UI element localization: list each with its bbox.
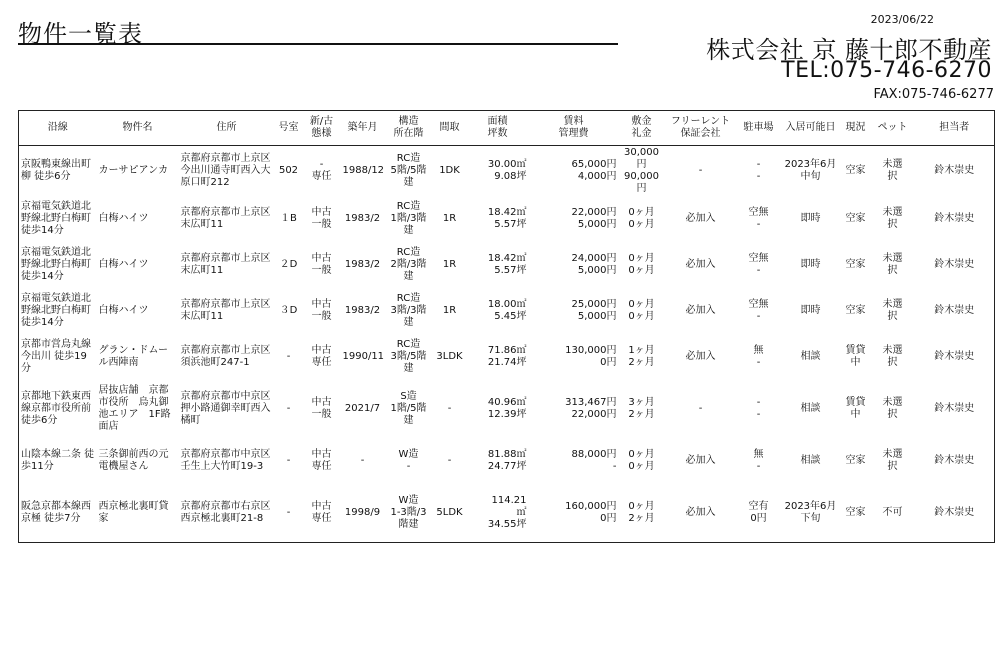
cell-layout: - — [447, 403, 452, 414]
col-header-status: 現況 — [841, 111, 871, 146]
table-header-row — [19, 111, 995, 146]
cell-rent: 65,000円 4,000円 — [571, 159, 617, 182]
col-header-rent: 賃料 管理費 — [529, 111, 619, 146]
cell-type: 中古 一般 — [311, 253, 332, 276]
cell-area: 30.00㎡ 9.08坪 — [487, 159, 527, 182]
cell-type: 中古 一般 — [311, 207, 332, 230]
col-header-layout: 間取 — [433, 111, 467, 146]
cell-rent: 160,000円 0円 — [565, 501, 617, 524]
cell-address: 京都府京都市上京区須浜池町247-1 — [180, 345, 271, 368]
cell-layout: 1R — [442, 259, 457, 270]
col-header-freerent: フリーレント 保証会社 — [665, 111, 737, 146]
cell-movein: 即時 — [800, 213, 821, 224]
cell-pet: 不可 — [882, 507, 903, 518]
cell-status: 空家 — [845, 165, 866, 176]
cell-area: 81.88㎡ 24.77坪 — [487, 449, 527, 472]
table-row — [19, 438, 995, 484]
cell-structure: W造 - — [398, 449, 419, 472]
cell-staff: 鈴木崇史 — [934, 259, 975, 270]
phone-number: TEL:075-746-6270 — [781, 58, 992, 83]
cell-staff: 鈴木崇史 — [934, 351, 975, 362]
table-row — [19, 288, 995, 334]
cell-freerent: 必加入 — [685, 305, 716, 316]
col-header-movein: 入居可能日 — [781, 111, 841, 146]
cell-rent: 25,000円 5,000円 — [571, 299, 617, 322]
cell-rent: 22,000円 5,000円 — [571, 207, 617, 230]
col-header-address: 住所 — [179, 111, 275, 146]
cell-parking: - - — [756, 159, 761, 182]
cell-movein: 2023年6月 下旬 — [784, 501, 837, 524]
cell-movein: 2023年6月 中旬 — [784, 159, 837, 182]
cell-freerent: 必加入 — [685, 507, 716, 518]
cell-room: １B — [280, 213, 297, 224]
document-date: 2023/06/22 — [870, 13, 934, 26]
cell-pet: 未選 択 — [882, 159, 903, 182]
cell-staff: 鈴木崇史 — [934, 455, 975, 466]
cell-built: - — [360, 455, 365, 466]
cell-pet: 未選 択 — [882, 299, 903, 322]
cell-parking: 無 - — [753, 345, 764, 368]
cell-built: 1990/11 — [342, 351, 385, 362]
cell-pet: 未選 択 — [882, 207, 903, 230]
col-header-staff: 担当者 — [915, 111, 995, 146]
cell-rent: 88,000円 - — [571, 449, 617, 472]
cell-name: 三条御前西の元電機屋さん — [98, 449, 169, 472]
cell-deposit: 0ヶ月 2ヶ月 — [628, 501, 655, 524]
cell-movein: 相談 — [800, 403, 821, 414]
cell-type: 中古 専任 — [311, 345, 332, 368]
cell-built: 1983/2 — [344, 213, 381, 224]
table-row — [19, 380, 995, 438]
cell-type: 中古 一般 — [311, 299, 332, 322]
cell-staff: 鈴木崇史 — [934, 165, 975, 176]
cell-structure: S造 1階/5階 建 — [390, 391, 427, 426]
cell-name: カーサピアンカ — [98, 165, 169, 176]
cell-built: 2021/7 — [344, 403, 381, 414]
cell-area: 18.00㎡ 5.45坪 — [487, 299, 527, 322]
cell-area: 40.96㎡ 12.39坪 — [487, 397, 527, 420]
table-row — [19, 484, 995, 543]
cell-address: 京都府京都市上京区末広町11 — [180, 207, 271, 230]
cell-parking: 空有 0円 — [748, 501, 769, 524]
table-row — [19, 146, 995, 197]
cell-line: 京福電気鉄道北野線北野白梅町徒歩14分 — [21, 293, 91, 328]
cell-structure: RC造 3階/3階 建 — [390, 293, 427, 328]
cell-address: 京都府京都市右京区西京極北裏町21-8 — [180, 501, 271, 524]
cell-parking: 空無 - — [748, 253, 769, 276]
cell-status: 賃貸 中 — [845, 397, 866, 420]
col-header-line: 沿線 — [19, 111, 97, 146]
cell-type: - 専任 — [311, 159, 332, 182]
cell-layout: - — [447, 455, 452, 466]
cell-freerent: - — [698, 403, 703, 414]
cell-area: 71.86㎡ 21.74坪 — [487, 345, 527, 368]
cell-deposit: 30,000 円 90,000 円 — [624, 147, 659, 194]
cell-room: 502 — [278, 165, 299, 176]
col-header-deposit: 敷金 礼金 — [619, 111, 665, 146]
title-underline — [18, 43, 618, 45]
cell-built: 1983/2 — [344, 305, 381, 316]
table-row — [19, 334, 995, 380]
cell-room: - — [286, 403, 291, 414]
cell-deposit: 0ヶ月 0ヶ月 — [628, 299, 655, 322]
col-header-structure: 構造 所在階 — [385, 111, 433, 146]
cell-movein: 相談 — [800, 455, 821, 466]
cell-status: 空家 — [845, 305, 866, 316]
property-table — [18, 110, 995, 543]
cell-structure: RC造 5階/5階建 — [390, 153, 427, 188]
cell-status: 空家 — [845, 213, 866, 224]
cell-room: ３D — [279, 305, 298, 316]
cell-rent: 24,000円 5,000円 — [571, 253, 617, 276]
cell-pet: 未選 択 — [882, 253, 903, 276]
cell-pet: 未選 択 — [882, 345, 903, 368]
cell-status: 空家 — [845, 259, 866, 270]
cell-address: 京都府京都市中京区押小路通御幸町西入橘町 — [180, 391, 271, 426]
cell-parking: - - — [756, 397, 761, 420]
cell-freerent: 必加入 — [685, 455, 716, 466]
cell-address: 京都府京都市中京区壬生上大竹町19-3 — [180, 449, 271, 472]
cell-type: 中古 専任 — [311, 449, 332, 472]
col-header-room: 号室 — [275, 111, 303, 146]
cell-line: 山陰本線二条 徒歩11分 — [21, 449, 95, 472]
cell-rent: 130,000円 0円 — [565, 345, 617, 368]
cell-built: 1988/12 — [342, 165, 385, 176]
cell-movein: 相談 — [800, 351, 821, 362]
col-header-area: 面積 坪数 — [467, 111, 529, 146]
page-title: 物件一覧表 — [18, 20, 143, 48]
cell-room: - — [286, 351, 291, 362]
cell-staff: 鈴木崇史 — [934, 305, 975, 316]
cell-deposit: 3ヶ月 2ヶ月 — [628, 397, 655, 420]
cell-deposit: 1ヶ月 2ヶ月 — [628, 345, 655, 368]
cell-address: 京都府京都市上京区末広町11 — [180, 299, 271, 322]
cell-status: 空家 — [845, 507, 866, 518]
cell-type: 中古 専任 — [311, 501, 332, 524]
cell-room: - — [286, 455, 291, 466]
cell-layout: 3LDK — [436, 351, 463, 362]
fax-number: FAX:075-746-6277 — [873, 87, 994, 102]
cell-address: 京都府京都市上京区今出川通寺町西入大原口町212 — [180, 153, 271, 188]
col-header-type: 新/古 態様 — [303, 111, 341, 146]
cell-area: 18.42㎡ 5.57坪 — [487, 207, 527, 230]
cell-layout: 1R — [442, 213, 457, 224]
cell-area: 18.42㎡ 5.57坪 — [487, 253, 527, 276]
table-row — [19, 242, 995, 288]
cell-name: 西京極北裏町貸家 — [98, 501, 169, 524]
cell-line: 京阪鴨東線出町柳 徒歩6分 — [21, 159, 91, 182]
cell-freerent: 必加入 — [685, 259, 716, 270]
cell-line: 京都市営烏丸線今出川 徒歩19分 — [21, 339, 91, 374]
cell-line: 阪急京都本線西京極 徒歩7分 — [21, 501, 91, 524]
cell-name: 白梅ハイツ — [98, 259, 149, 270]
col-header-name: 物件名 — [97, 111, 179, 146]
cell-layout: 1DK — [439, 165, 460, 176]
cell-deposit: 0ヶ月 0ヶ月 — [628, 207, 655, 230]
cell-staff: 鈴木崇史 — [934, 213, 975, 224]
cell-rent: 313,467円 22,000円 — [565, 397, 617, 420]
col-header-parking: 駐車場 — [737, 111, 781, 146]
cell-movein: 即時 — [800, 259, 821, 270]
cell-layout: 1R — [442, 305, 457, 316]
cell-status: 賃貸 中 — [845, 345, 866, 368]
cell-type: 中古 一般 — [311, 397, 332, 420]
cell-name: 白梅ハイツ — [98, 213, 149, 224]
col-header-built: 築年月 — [341, 111, 385, 146]
cell-name: 居抜店舗 京都市役所 烏丸御池エリア 1F路面店 — [98, 385, 171, 432]
cell-room: ２D — [279, 259, 298, 270]
cell-name: 白梅ハイツ — [98, 305, 149, 316]
cell-layout: 5LDK — [436, 507, 463, 518]
cell-pet: 未選 択 — [882, 397, 903, 420]
cell-line: 京福電気鉄道北野線北野白梅町徒歩14分 — [21, 201, 91, 236]
cell-line: 京福電気鉄道北野線北野白梅町徒歩14分 — [21, 247, 91, 282]
cell-status: 空家 — [845, 455, 866, 466]
cell-movein: 即時 — [800, 305, 821, 316]
cell-structure: RC造 2階/3階 建 — [390, 247, 427, 282]
cell-freerent: 必加入 — [685, 351, 716, 362]
cell-address: 京都府京都市上京区末広町11 — [180, 253, 271, 276]
cell-parking: 空無 - — [748, 207, 769, 230]
company-name: 株式会社 京 藤十郎不動産 — [706, 36, 992, 64]
cell-built: 1983/2 — [344, 259, 381, 270]
cell-structure: RC造 1階/3階 建 — [390, 201, 427, 236]
cell-deposit: 0ヶ月 0ヶ月 — [628, 449, 655, 472]
col-header-pet: ペット — [871, 111, 915, 146]
cell-structure: W造 1-3階/3 階建 — [390, 495, 427, 530]
cell-structure: RC造 3階/5階 建 — [390, 339, 427, 374]
table-row — [19, 196, 995, 242]
cell-line: 京都地下鉄東西線京都市役所前徒歩6分 — [21, 391, 91, 426]
cell-freerent: - — [698, 165, 703, 176]
cell-deposit: 0ヶ月 0ヶ月 — [628, 253, 655, 276]
cell-parking: 無 - — [753, 449, 764, 472]
cell-room: - — [286, 507, 291, 518]
cell-area: 114.21 ㎡ 34.55坪 — [487, 495, 527, 530]
cell-parking: 空無 - — [748, 299, 769, 322]
cell-pet: 未選 択 — [882, 449, 903, 472]
cell-staff: 鈴木崇史 — [934, 403, 975, 414]
cell-freerent: 必加入 — [685, 213, 716, 224]
cell-built: 1998/9 — [344, 507, 381, 518]
cell-staff: 鈴木崇史 — [934, 507, 975, 518]
cell-name: グラン・ドムール西陣南 — [98, 345, 168, 368]
